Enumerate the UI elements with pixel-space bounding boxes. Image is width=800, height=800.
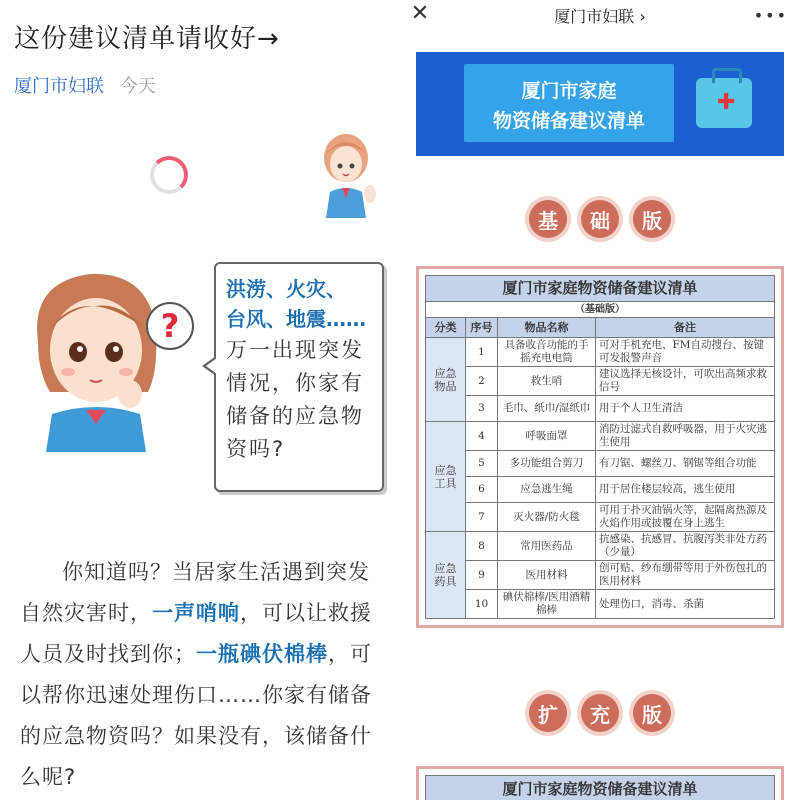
- table-row: [426, 367, 775, 396]
- number-cell: 10: [466, 590, 498, 619]
- bubble-text-1: 万一出现突发: [226, 338, 364, 362]
- banner-title-box: [464, 64, 674, 142]
- number-cell: 9: [466, 561, 498, 590]
- category-cell: 应急 工具: [426, 422, 466, 532]
- para-text-1: 你知道吗？当居家生活遇到突发自然灾害时，: [20, 560, 370, 625]
- bubble-text-2: 情况，你家有: [226, 371, 364, 395]
- speech-bubble: [214, 262, 384, 492]
- badge-char: 版: [633, 694, 671, 732]
- section-badges-extended: [400, 694, 800, 732]
- note-cell: 创可贴、纱布绷带等用于外伤包扎的医用材料: [596, 561, 775, 590]
- note-cell: 抗感染、抗感冒、抗腹泻类非处方药（少量）: [596, 532, 775, 561]
- header-note: 备注: [596, 318, 775, 338]
- item-name-cell: 多功能组合剪刀: [498, 451, 596, 477]
- account-name-link[interactable]: 厦门市妇联 ›: [554, 7, 646, 26]
- note-cell: 用于居住楼层较高，逃生使用: [596, 477, 775, 503]
- badge-char: 版: [633, 200, 671, 238]
- bubble-text-3: 储备的应急物: [226, 404, 364, 428]
- note-cell: 可对手机充电、FM自动搜台、按键可发报警声音: [596, 338, 775, 367]
- supply-table-card: [416, 266, 784, 628]
- para-highlight-whistle: 一声哨响: [152, 601, 240, 625]
- item-name-cell: 碘伏棉棒/医用酒精棉棒: [498, 590, 596, 619]
- table-row: [426, 451, 775, 477]
- note-cell: 消防过滤式自救呼吸器，用于火灾逃生使用: [596, 422, 775, 451]
- banner-title-line1: 厦门市家庭: [521, 80, 617, 102]
- para-text-2: ，可以让救援人员及时找到你；: [20, 601, 372, 666]
- para-highlight-iodine: 一瓶碘伏棉棒: [196, 642, 328, 666]
- table-row: [426, 338, 775, 367]
- article-title: 这份建议清单请收好→: [14, 24, 280, 54]
- table-row: [426, 503, 775, 532]
- header-item: 物品名称: [498, 318, 596, 338]
- note-cell: 用于个人卫生清洁: [596, 396, 775, 422]
- banner-title-line2: 物资储备建议清单: [492, 110, 645, 132]
- note-cell: 可用于扑灭油锅火等，起隔离热源及火焰作用或披覆在身上逃生: [596, 503, 775, 532]
- category-cell: 应急 药具: [426, 532, 466, 619]
- item-name-cell: 呼吸面罩: [498, 422, 596, 451]
- badge-char: 充: [581, 694, 619, 732]
- author-link[interactable]: 厦门市妇联: [14, 76, 104, 97]
- item-name-cell: 医用材料: [498, 561, 596, 590]
- publish-time: 今天: [119, 76, 156, 97]
- bubble-text-4: 资吗?: [226, 437, 286, 461]
- category-cell: 应急 物品: [426, 338, 466, 422]
- badge-char: 础: [581, 200, 619, 238]
- number-cell: 6: [466, 477, 498, 503]
- table-row: [426, 532, 775, 561]
- table-title: 厦门市家庭物资储备建议清单: [426, 276, 775, 302]
- header-banner: [416, 52, 784, 156]
- table-row: [426, 477, 775, 503]
- close-icon[interactable]: ✕: [410, 1, 430, 26]
- badge-char: 扩: [529, 694, 567, 732]
- extended-table-card: [416, 766, 784, 800]
- item-name-cell: 常用医药品: [498, 532, 596, 561]
- header-number: 序号: [466, 318, 498, 338]
- question-bubble-icon: [146, 302, 194, 350]
- number-cell: 2: [466, 367, 498, 396]
- supply-table: [425, 275, 775, 619]
- number-cell: 4: [466, 422, 498, 451]
- table-row: [426, 422, 775, 451]
- number-cell: 3: [466, 396, 498, 422]
- note-cell: 有刀锯、螺丝刀、钢锯等组合功能: [596, 451, 775, 477]
- small-cartoon-girl-icon: [316, 128, 380, 218]
- article-meta: [14, 72, 156, 98]
- bubble-highlight-2: 台风、地震……: [226, 307, 366, 331]
- top-bar: [400, 0, 800, 30]
- more-options-icon[interactable]: •••: [753, 6, 788, 25]
- number-cell: 8: [466, 532, 498, 561]
- cartoon-girl-thinking-icon: [20, 262, 190, 452]
- number-cell: 7: [466, 503, 498, 532]
- table-row: [426, 590, 775, 619]
- number-cell: 5: [466, 451, 498, 477]
- loading-spinner-icon: [150, 156, 188, 194]
- item-name-cell: 毛巾、纸巾/湿纸巾: [498, 396, 596, 422]
- table-subtitle: （基础版）: [426, 302, 775, 318]
- intro-paragraph: [20, 552, 382, 798]
- list-panel: [400, 0, 800, 800]
- first-aid-kit-icon: ✚: [696, 78, 752, 128]
- bubble-highlight-1: 洪涝、火灾、: [226, 277, 346, 301]
- table-row: [426, 396, 775, 422]
- badge-char: 基: [529, 200, 567, 238]
- header-category: 分类: [426, 318, 466, 338]
- question-mark: ?: [160, 307, 180, 345]
- extended-table-title: 厦门市家庭物资储备建议清单: [425, 775, 775, 800]
- table-body: [426, 338, 775, 619]
- item-name-cell: 救生哨: [498, 367, 596, 396]
- item-name-cell: 应急逃生绳: [498, 477, 596, 503]
- item-name-cell: 具备收音功能的手摇充电电筒: [498, 338, 596, 367]
- number-cell: 1: [466, 338, 498, 367]
- table-row: [426, 561, 775, 590]
- note-cell: 建议选择无核设计，可吹出高频求救信号: [596, 367, 775, 396]
- table-header-row: [426, 318, 775, 338]
- note-cell: 处理伤口，消毒、杀菌: [596, 590, 775, 619]
- section-badges-basic: [400, 200, 800, 238]
- item-name-cell: 灭火器/防火毯: [498, 503, 596, 532]
- para-text-3: ，可以帮你迅速处理伤口……你家有储备的应急物资吗？如果没有，该储备什么呢?: [20, 642, 372, 789]
